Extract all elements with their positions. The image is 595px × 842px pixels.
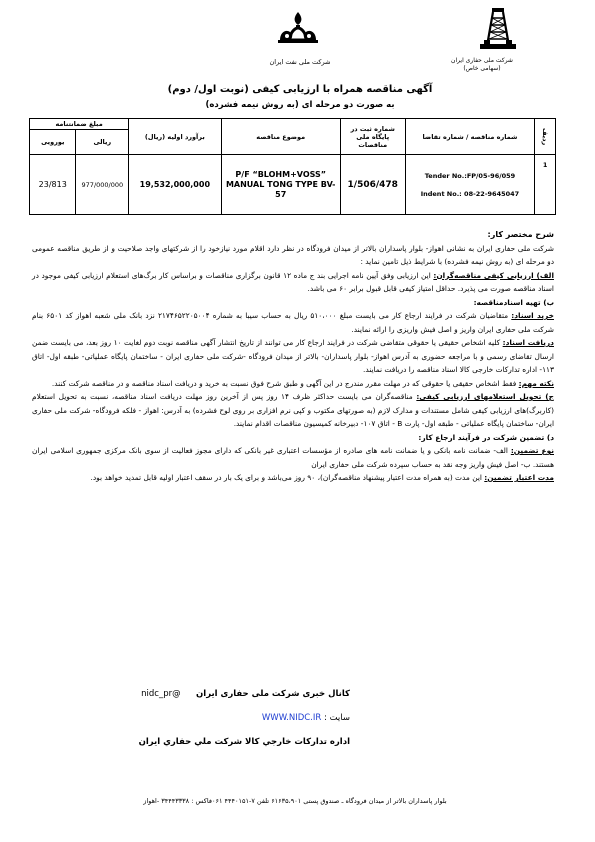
header-subject: موضوع مناقصه: [221, 119, 340, 155]
channel-label: کانال خبری شرکت ملی حفاری ایران: [196, 689, 350, 699]
section-b-heading: ب) تهیه اسنادمناقصه:: [473, 297, 554, 307]
section-d-heading: د) تضمین شرکت در فرآیند ارجاع کار:: [418, 432, 554, 442]
header-estimate: برآورد اولیه (ریال): [129, 119, 221, 155]
cell-ref: [405, 155, 535, 215]
section-a-text: این ارزیابی وفق آیین نامه اجرایی بند ج ماده ۱۲ قانون برگزاری مناقصات و براساس کار برگ‌های استعلام ارزیابی کیفی موجود در اسناد مناقصه صورت می پذیرد. حداقل امتیاز کیفی قابل قبول برابر ۶۰ می باشد.: [32, 270, 554, 293]
cell-subject: P/F “BLOHM+VOSS” MANUAL TONG TYPE BV-57: [221, 155, 340, 215]
important-note-text: فقط اشخاص حقیقی یا حقوقی که در مهلت مقرر مندرج در این آگهی و طبق شرح فوق نسبت به خرید و دریافت اسناد مناقصه و در مناقصه شرکت کنند.: [51, 378, 519, 388]
cell-rial: 977/000/000: [76, 155, 129, 215]
cell-estimate: 19,532,000,000: [129, 155, 221, 215]
get-docs-label: دریافت اسناد:: [502, 338, 554, 347]
indent-number: Indent No.: 08-22-9645047: [420, 189, 520, 198]
header-ref: شماره مناقصه / شماره تقاضا: [405, 119, 535, 155]
channel-handle[interactable]: @nidc_pr: [141, 689, 181, 699]
section-a-label: الف) ارزیابی کیفی مناقصه‌گران:: [433, 270, 554, 280]
guarantee-validity: [32, 471, 554, 485]
header-euro: یورویی: [30, 130, 76, 155]
header-rial: ریالی: [76, 130, 129, 155]
guarantee-validity-text: این مدت (به همراه مدت اعتبار پیشنهاد مناقصه‌گران)، ۹۰ روز می‌باشد و برای یک بار در سقف اعتبار اولیه قابل تمدید خواهد بود.: [90, 473, 485, 482]
tender-body: [32, 228, 554, 485]
header-row-no: ردیف: [535, 119, 556, 155]
nidc-name-block: [432, 57, 532, 73]
cell-euro: 23/813: [30, 155, 76, 215]
section-c-label: ج) تحویل استعلامهای ارزیابی کیفی:: [416, 392, 554, 401]
guarantee-type: [32, 444, 554, 471]
nidc-derrick-logo: [478, 6, 518, 52]
news-channel-line: [60, 685, 350, 703]
get-docs: [32, 336, 554, 377]
page-title: آگهی مناقصه همراه با ارزیابی کیفی (نوبت اول/ دوم): [167, 84, 433, 95]
footer-block: [60, 685, 350, 751]
guarantee-validity-label: مدت اعتبار تضمین:: [484, 473, 554, 482]
tender-number: Tender No.:FP/05-96/059: [424, 171, 516, 180]
nidc-legal-type: (سهامی خاص): [463, 65, 501, 72]
section-c-text: مناقصه‌گران می بایست حداکثر ظرف ۱۴ روز پس از آخرین روز مهلت دریافت اسناد مناقصه، نسبت به تحویل استعلام (کاربرگ)های ارزیابی کیفی شامل مستندات و مدارک لازم (به صورتهای مکتوب و کپی نرم افزاری بر روی لوح فشرده) به آدرس: اهواز - فلکه فرودگاه- شرکت ملی حفاری ایران- ساختمان پایگاه عملیاتی - طبقه اول- پارت B - اتاق ۱۰۷- دبیرخانه کمیسیون مناقصات اقدام نمایند.: [32, 392, 554, 428]
tender-table: [29, 118, 556, 215]
section-a: [32, 269, 554, 296]
website-label: سایت :: [324, 713, 350, 723]
summary-text: شرکت ملی حفاری ایران به نشانی اهواز- بلوار پاسداران بالاتر از میدان فرودگاه در نظر دارد اقلام مورد نیازخود را از شرکتهای واجد صلاحیت و از طریق مناقصه عمومی دو مرحله ای (به روش نیمه فشرده) با شرایط ذیل تامین نماید :: [32, 243, 554, 266]
important-note: [32, 377, 554, 391]
cell-reg: 1/506/478: [340, 155, 405, 215]
table-header-row: [30, 119, 556, 130]
header-guarantee: مبلغ ضمانتنامه: [30, 119, 129, 130]
department-name: اداره تدارکات خارجي کالا شرکت ملي حفاري ايران: [138, 737, 350, 747]
website-link[interactable]: WWW.NIDC.IR: [261, 713, 322, 723]
important-note-label: نکته مهم:: [518, 378, 554, 388]
cell-row-no: 1: [535, 155, 556, 215]
guarantee-type-label: نوع تضمین:: [510, 446, 554, 455]
buy-docs-text: متقاضیان شرکت در فرایند ارجاع کار می بایست مبلغ ۵۱۰،۰۰۰ ریال به حساب سیبا به شماره ۲۱۷۴۶۵۲۲۰۵۰۰۴ نزد بانک ملی شعبه اهواز کد ۶۵۰۱ بنام شرکت ملی حفاری ایران واریز و اصل فیش واریزی را ارائه نمایند.: [32, 311, 554, 334]
nidc-name: شرکت ملی حفاری ایران: [451, 57, 513, 64]
guarantee-type-text: الف- ضمانت نامه بانکی و یا ضمانت نامه های صادره از مؤسسات اعتباری غیر بانکی که دارای مجوز فعالیت از سوی بانک مرکزی جمهوری اسلامی ایران هستند. ب- اصل فیش واریز وجه نقد به حساب سپرده شرکت ملی حفاری ایران: [32, 446, 554, 469]
header-reg: شماره ثبت در پایگاه ملی مناقصات: [340, 119, 405, 155]
nioc-flame-logo: [276, 10, 320, 44]
nioc-name: شرکت ملی نفت ایران: [269, 58, 331, 66]
summary-heading: شرح مختصر کار:: [487, 230, 554, 239]
postal-address: بلوار پاسداران بالاتر از میدان فرودگاه ـ صندوق پستی ۶۱۶۳۵،۹۰۱ تلفن ۷-۴۴۴۰۱۵۱ ۰۶۱فاکس : ۳۴۴۴۳۳۳۸ -اهواز: [143, 797, 447, 805]
buy-docs-label: خرید اسناد:: [511, 311, 554, 320]
website-line: [60, 709, 350, 727]
section-c: [32, 390, 554, 431]
page-subtitle: به صورت دو مرحله ای (به روش نیمه فشرده): [205, 100, 395, 110]
buy-docs: [32, 309, 554, 336]
table-row: [30, 155, 556, 215]
get-docs-text: کلیه اشخاص حقیقی یا حقوقی متقاضی شرکت در فرایند ارجاع کار می توانند از تاریخ انتشار آگهی مناقصه نوبت دوم لغایت ۱۰ روز بعد، می بایست ضمن ارسال تقاضای رسمی و با مراجعه حضوری به آدرس اهواز- بلوار پاسداران- بالاتر از میدان فرودگاه -شرکت ملی حفاری ایران - ساختمان پایگاه عملیاتی- طبقه اول- اتاق ۱۱۳- اداره تدارکات خارجی کالا اسناد مناقصه را دریافت نمایند.: [32, 338, 554, 374]
